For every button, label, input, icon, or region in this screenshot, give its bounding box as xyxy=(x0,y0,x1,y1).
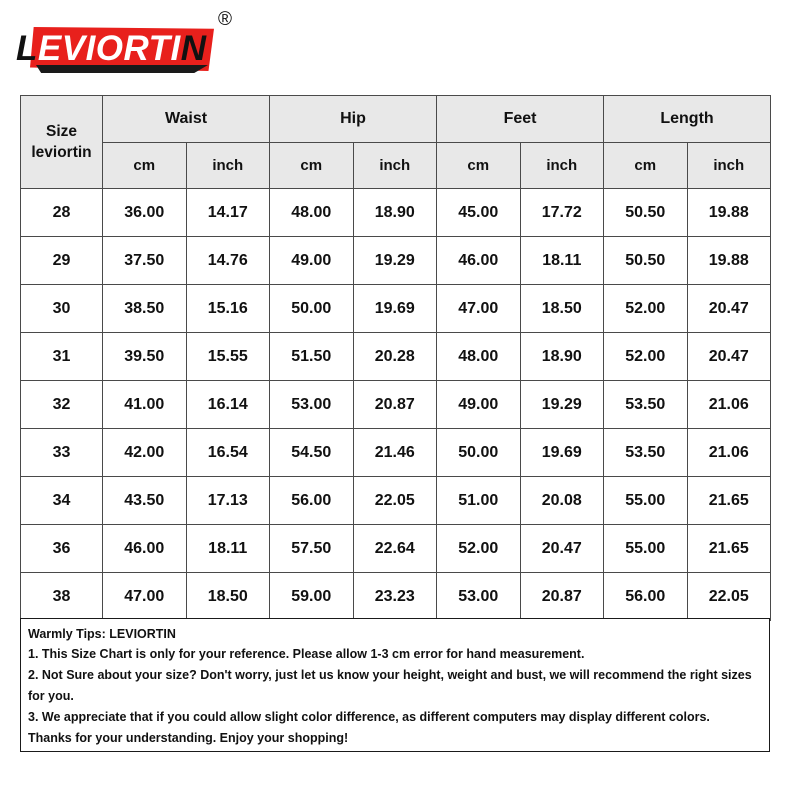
tips-line-2: 2. Not Sure about your size? Don't worry, just let us know your height, weight and bust, we will recommend the right sizes xyxy=(28,668,752,682)
cell-feet-inch: 20.08 xyxy=(520,477,604,525)
table-row xyxy=(21,477,771,525)
table-row xyxy=(21,381,771,429)
cell-waist-cm: 38.50 xyxy=(103,285,187,333)
table-row xyxy=(21,429,771,477)
cell-length-cm: 55.00 xyxy=(604,525,688,573)
cell-hip-inch: 18.90 xyxy=(353,189,437,237)
tips-line-3: 3. We appreciate that if you could allow slight color difference, as different computers may display different colors. xyxy=(28,710,710,724)
cell-length-inch: 20.47 xyxy=(687,333,771,381)
cell-length-cm: 52.00 xyxy=(604,285,688,333)
cell-waist-cm: 46.00 xyxy=(103,525,187,573)
cell-feet-cm: 48.00 xyxy=(437,333,521,381)
cell-length-inch: 21.06 xyxy=(687,429,771,477)
cell-feet-cm: 49.00 xyxy=(437,381,521,429)
header-unit-hip-inch: inch xyxy=(353,143,437,189)
brand-letter-first: L xyxy=(16,29,38,68)
header-size-column xyxy=(21,96,103,189)
cell-waist-inch: 14.76 xyxy=(186,237,270,285)
cell-length-cm: 53.50 xyxy=(604,429,688,477)
cell-hip-inch: 20.28 xyxy=(353,333,437,381)
header-unit-length-cm: cm xyxy=(604,143,688,189)
cell-feet-inch: 18.90 xyxy=(520,333,604,381)
table-body xyxy=(21,189,771,621)
cell-hip-inch: 22.64 xyxy=(353,525,437,573)
cell-hip-inch: 21.46 xyxy=(353,429,437,477)
brand-letter-last: N xyxy=(180,29,207,68)
cell-size: 30 xyxy=(21,285,103,333)
cell-hip-cm: 57.50 xyxy=(270,525,354,573)
cell-length-cm: 50.50 xyxy=(604,237,688,285)
cell-feet-inch: 18.11 xyxy=(520,237,604,285)
cell-size: 34 xyxy=(21,477,103,525)
cell-feet-cm: 45.00 xyxy=(437,189,521,237)
cell-waist-inch: 15.55 xyxy=(186,333,270,381)
cell-feet-inch: 18.50 xyxy=(520,285,604,333)
cell-feet-cm: 53.00 xyxy=(437,573,521,621)
cell-length-inch: 21.65 xyxy=(687,477,771,525)
cell-feet-cm: 52.00 xyxy=(437,525,521,573)
cell-length-inch: 19.88 xyxy=(687,189,771,237)
cell-length-cm: 56.00 xyxy=(604,573,688,621)
tips-line-1: 1. This Size Chart is only for your reference. Please allow 1-3 cm error for hand measurement. xyxy=(28,647,585,661)
cell-hip-cm: 56.00 xyxy=(270,477,354,525)
cell-waist-cm: 47.00 xyxy=(103,573,187,621)
cell-size: 38 xyxy=(21,573,103,621)
cell-hip-inch: 22.05 xyxy=(353,477,437,525)
tips-title: Warmly Tips: LEVIORTIN xyxy=(28,627,176,641)
header-unit-feet-cm: cm xyxy=(437,143,521,189)
brand-wordmark xyxy=(16,28,276,70)
brand-logo xyxy=(16,8,276,80)
table-row xyxy=(21,525,771,573)
tips-line-closing: Thanks for your understanding. Enjoy your shopping! xyxy=(28,731,349,745)
brand-letters-middle: EVIORTI xyxy=(37,29,181,68)
cell-hip-inch: 20.87 xyxy=(353,381,437,429)
cell-length-inch: 21.06 xyxy=(687,381,771,429)
table-header xyxy=(21,96,771,189)
cell-feet-cm: 46.00 xyxy=(437,237,521,285)
cell-size: 32 xyxy=(21,381,103,429)
header-unit-waist-cm: cm xyxy=(103,143,187,189)
cell-waist-inch: 18.50 xyxy=(186,573,270,621)
cell-waist-inch: 16.14 xyxy=(186,381,270,429)
table-row xyxy=(21,189,771,237)
cell-length-cm: 55.00 xyxy=(604,477,688,525)
header-size-line1: Size xyxy=(45,123,77,140)
cell-size: 29 xyxy=(21,237,103,285)
cell-feet-cm: 47.00 xyxy=(437,285,521,333)
cell-waist-inch: 16.54 xyxy=(186,429,270,477)
tips-line-2-cont: for you. xyxy=(28,689,74,703)
table-row xyxy=(21,333,771,381)
table-row xyxy=(21,285,771,333)
header-group-waist: Waist xyxy=(103,96,270,143)
cell-feet-inch: 19.29 xyxy=(520,381,604,429)
cell-waist-cm: 39.50 xyxy=(103,333,187,381)
cell-hip-cm: 49.00 xyxy=(270,237,354,285)
cell-length-inch: 19.88 xyxy=(687,237,771,285)
cell-feet-inch: 19.69 xyxy=(520,429,604,477)
cell-hip-cm: 59.00 xyxy=(270,573,354,621)
cell-hip-inch: 19.69 xyxy=(353,285,437,333)
header-unit-length-inch: inch xyxy=(687,143,771,189)
cell-waist-cm: 37.50 xyxy=(103,237,187,285)
cell-waist-cm: 36.00 xyxy=(103,189,187,237)
header-group-length: Length xyxy=(604,96,771,143)
cell-waist-inch: 14.17 xyxy=(186,189,270,237)
cell-waist-inch: 15.16 xyxy=(186,285,270,333)
cell-hip-inch: 23.23 xyxy=(353,573,437,621)
cell-feet-inch: 20.87 xyxy=(520,573,604,621)
cell-hip-cm: 50.00 xyxy=(270,285,354,333)
table-row xyxy=(21,573,771,621)
header-size-line2: leviortin xyxy=(31,144,92,161)
cell-size: 36 xyxy=(21,525,103,573)
cell-hip-cm: 48.00 xyxy=(270,189,354,237)
cell-feet-inch: 17.72 xyxy=(520,189,604,237)
cell-hip-cm: 54.50 xyxy=(270,429,354,477)
cell-size: 28 xyxy=(21,189,103,237)
header-unit-feet-inch: inch xyxy=(520,143,604,189)
cell-length-cm: 52.00 xyxy=(604,333,688,381)
cell-feet-inch: 20.47 xyxy=(520,525,604,573)
cell-feet-cm: 50.00 xyxy=(437,429,521,477)
cell-waist-inch: 17.13 xyxy=(186,477,270,525)
header-unit-waist-inch: inch xyxy=(186,143,270,189)
cell-waist-cm: 43.50 xyxy=(103,477,187,525)
table-header-group-row xyxy=(21,96,771,143)
header-group-feet: Feet xyxy=(437,96,604,143)
cell-waist-inch: 18.11 xyxy=(186,525,270,573)
cell-length-inch: 21.65 xyxy=(687,525,771,573)
registered-trademark-icon: ® xyxy=(218,9,232,30)
cell-hip-inch: 19.29 xyxy=(353,237,437,285)
cell-hip-cm: 51.50 xyxy=(270,333,354,381)
cell-feet-cm: 51.00 xyxy=(437,477,521,525)
cell-waist-cm: 42.00 xyxy=(103,429,187,477)
cell-length-inch: 20.47 xyxy=(687,285,771,333)
cell-length-inch: 22.05 xyxy=(687,573,771,621)
cell-hip-cm: 53.00 xyxy=(270,381,354,429)
header-unit-hip-cm: cm xyxy=(270,143,354,189)
header-group-hip: Hip xyxy=(270,96,437,143)
warmly-tips-box xyxy=(20,618,770,752)
table-header-unit-row xyxy=(21,143,771,189)
cell-length-cm: 53.50 xyxy=(604,381,688,429)
table-row xyxy=(21,237,771,285)
cell-size: 31 xyxy=(21,333,103,381)
cell-size: 33 xyxy=(21,429,103,477)
cell-waist-cm: 41.00 xyxy=(103,381,187,429)
cell-length-cm: 50.50 xyxy=(604,189,688,237)
size-chart-table xyxy=(20,95,771,621)
